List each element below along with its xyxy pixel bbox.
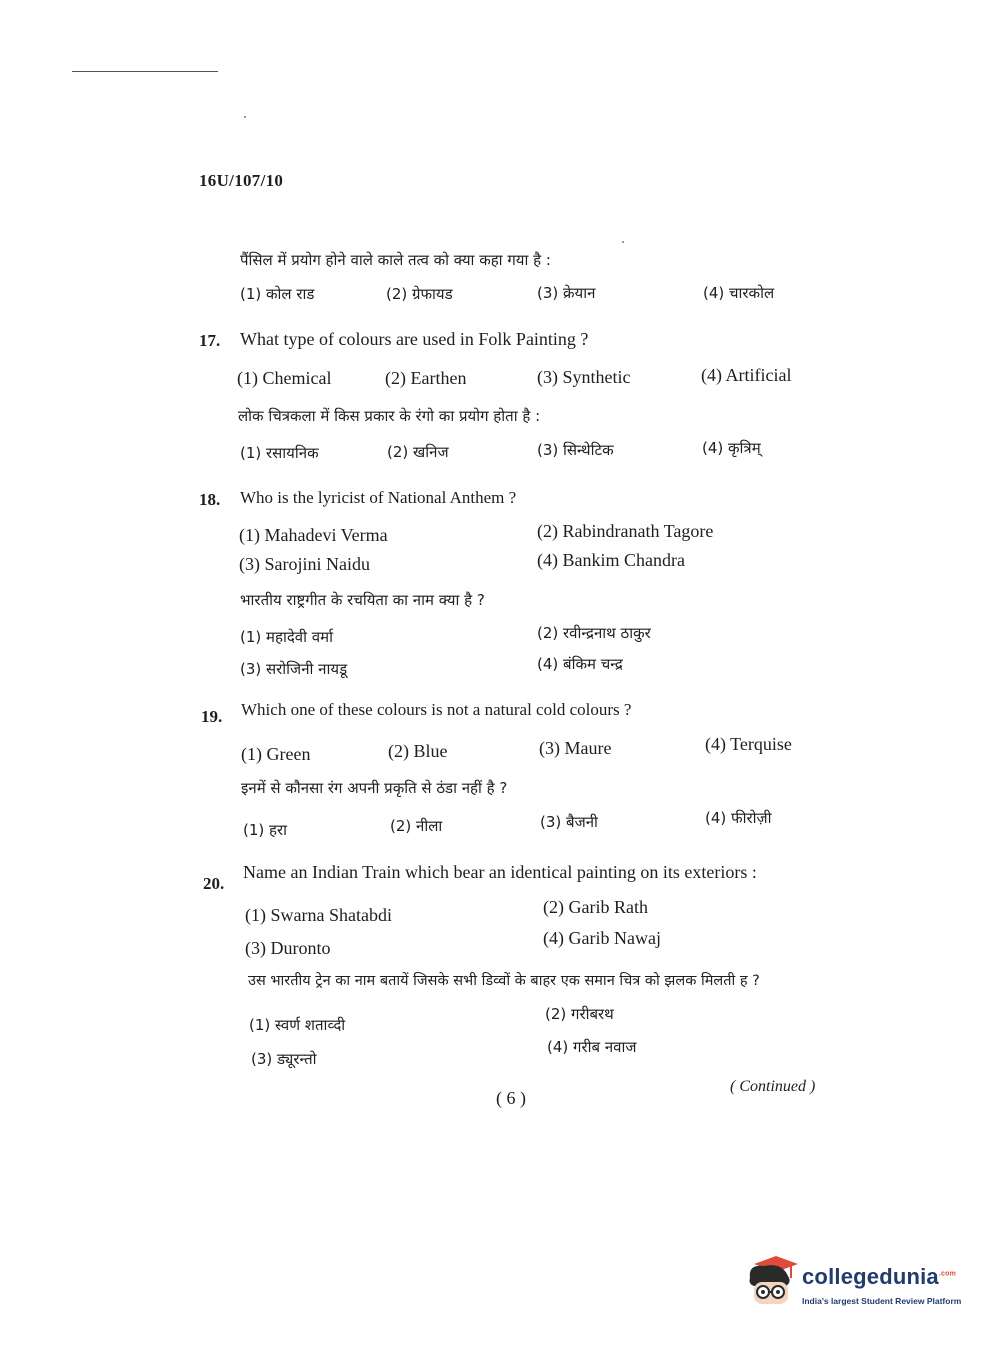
brand-tagline: India's largest Student Review Platform: [802, 1296, 962, 1306]
q20-option-2-en: (2) Garib Rath: [543, 897, 648, 917]
q19-option-1-hi: (1) हरा: [243, 821, 288, 839]
mascot-icon: [742, 1252, 800, 1310]
q16-option-1-hi: (1) कोल राड: [240, 285, 315, 303]
q18-question-en: Who is the lyricist of National Anthem ?: [240, 488, 517, 507]
q19-option-4-hi: (4) फीरोज़ी: [705, 809, 772, 827]
paper-code: 16U/107/10: [199, 171, 284, 190]
q17-question-hi: लोक चित्रकला में किस प्रकार के रंगो का प्रयोग होता है :: [238, 407, 541, 425]
q19-option-4-en: (4) Terquise: [705, 734, 792, 754]
q16-option-3-hi: (3) क्रेयान: [537, 284, 596, 302]
q17-option-2-en: (2) Earthen: [385, 368, 467, 388]
q17-option-2-hi: (2) खनिज: [387, 443, 449, 461]
q19-question-hi: इनमें से कौनसा रंग अपनी प्रकृति से ठंडा नहीं है ?: [241, 779, 508, 797]
q17-option-4-hi: (4) कृत्रिम्: [702, 439, 761, 457]
q19-question-en: Which one of these colours is not a natural cold colours ?: [241, 700, 632, 719]
q18-option-3-hi: (3) सरोजिनी नायडू: [240, 660, 348, 678]
q18-option-1-en: (1) Mahadevi Verma: [239, 525, 388, 545]
q18-option-2-en: (2) Rabindranath Tagore: [537, 521, 714, 541]
q16-option-2-hi: (2) ग्रेफायड: [386, 285, 453, 303]
brand-name: collegedunia$^{.com}$: [802, 1264, 957, 1289]
q17-question-en: What type of colours are used in Folk Painting ?: [240, 329, 589, 349]
q18-option-4-hi: (4) बंकिम चन्द्र: [537, 655, 623, 673]
scan-speck: [622, 241, 624, 243]
q20-option-4-en: (4) Garib Nawaj: [543, 928, 661, 948]
q20-question-en: Name an Indian Train which bear an identical painting on its exteriors :: [243, 862, 757, 882]
q20-option-3-en: (3) Duronto: [245, 938, 331, 958]
scan-speck: [244, 116, 246, 118]
q19-option-1-en: (1) Green: [241, 744, 311, 764]
q18-question-hi: भारतीय राष्ट्रगीत के रचयिता का नाम क्या है ?: [240, 591, 485, 609]
q17-option-4-en: (4) Artificial: [701, 365, 792, 385]
q18-option-1-hi: (1) महादेवी वर्मा: [240, 628, 333, 646]
q17-option-1-en: (1) Chemical: [237, 368, 332, 388]
q17-option-1-hi: (1) रसायनिक: [240, 444, 319, 462]
q20-option-1-en: (1) Swarna Shatabdi: [245, 905, 392, 925]
q19-option-3-en: (3) Maure: [539, 738, 612, 758]
q17-option-3-hi: (3) सिन्थेटिक: [537, 441, 614, 459]
q17-option-3-en: (3) Synthetic: [537, 367, 631, 387]
q19-number: 19.: [201, 707, 223, 726]
q16-option-4-hi: (4) चारकोल: [703, 284, 775, 302]
collegedunia-watermark: [740, 1252, 970, 1314]
q19-option-3-hi: (3) बैजनी: [540, 813, 598, 831]
q20-number: 20.: [203, 874, 225, 893]
q18-number: 18.: [199, 490, 221, 509]
page-number: ( 6 ): [496, 1088, 526, 1108]
q20-option-1-hi: (1) स्वर्ण शताव्दी: [249, 1016, 346, 1034]
top-rule: [72, 71, 218, 72]
q19-option-2-en: (2) Blue: [388, 741, 448, 761]
q17-number: 17.: [199, 331, 221, 350]
q20-option-3-hi: (3) ड्यूरन्तो: [251, 1050, 317, 1068]
q20-option-2-hi: (2) गरीबरथ: [545, 1005, 614, 1023]
q18-option-4-en: (4) Bankim Chandra: [537, 550, 685, 570]
q18-option-2-hi: (2) रवीन्द्रनाथ ठाकुर: [537, 624, 651, 642]
continued-label: ( Continued ): [730, 1078, 816, 1095]
q20-question-hi: उस भारतीय ट्रेन का नाम बतायें जिसके सभी डिव्वों के बाहर एक समान चित्र को झलक मिलती ह ?: [248, 973, 760, 989]
q19-option-2-hi: (2) नीला: [390, 817, 443, 835]
q16-question-hi: पैंसिल में प्रयोग होने वाले काले तत्व को क्या कहा गया है :: [240, 251, 551, 269]
q18-option-3-en: (3) Sarojini Naidu: [239, 554, 370, 574]
q20-option-4-hi: (4) गरीब नवाज: [547, 1038, 637, 1056]
